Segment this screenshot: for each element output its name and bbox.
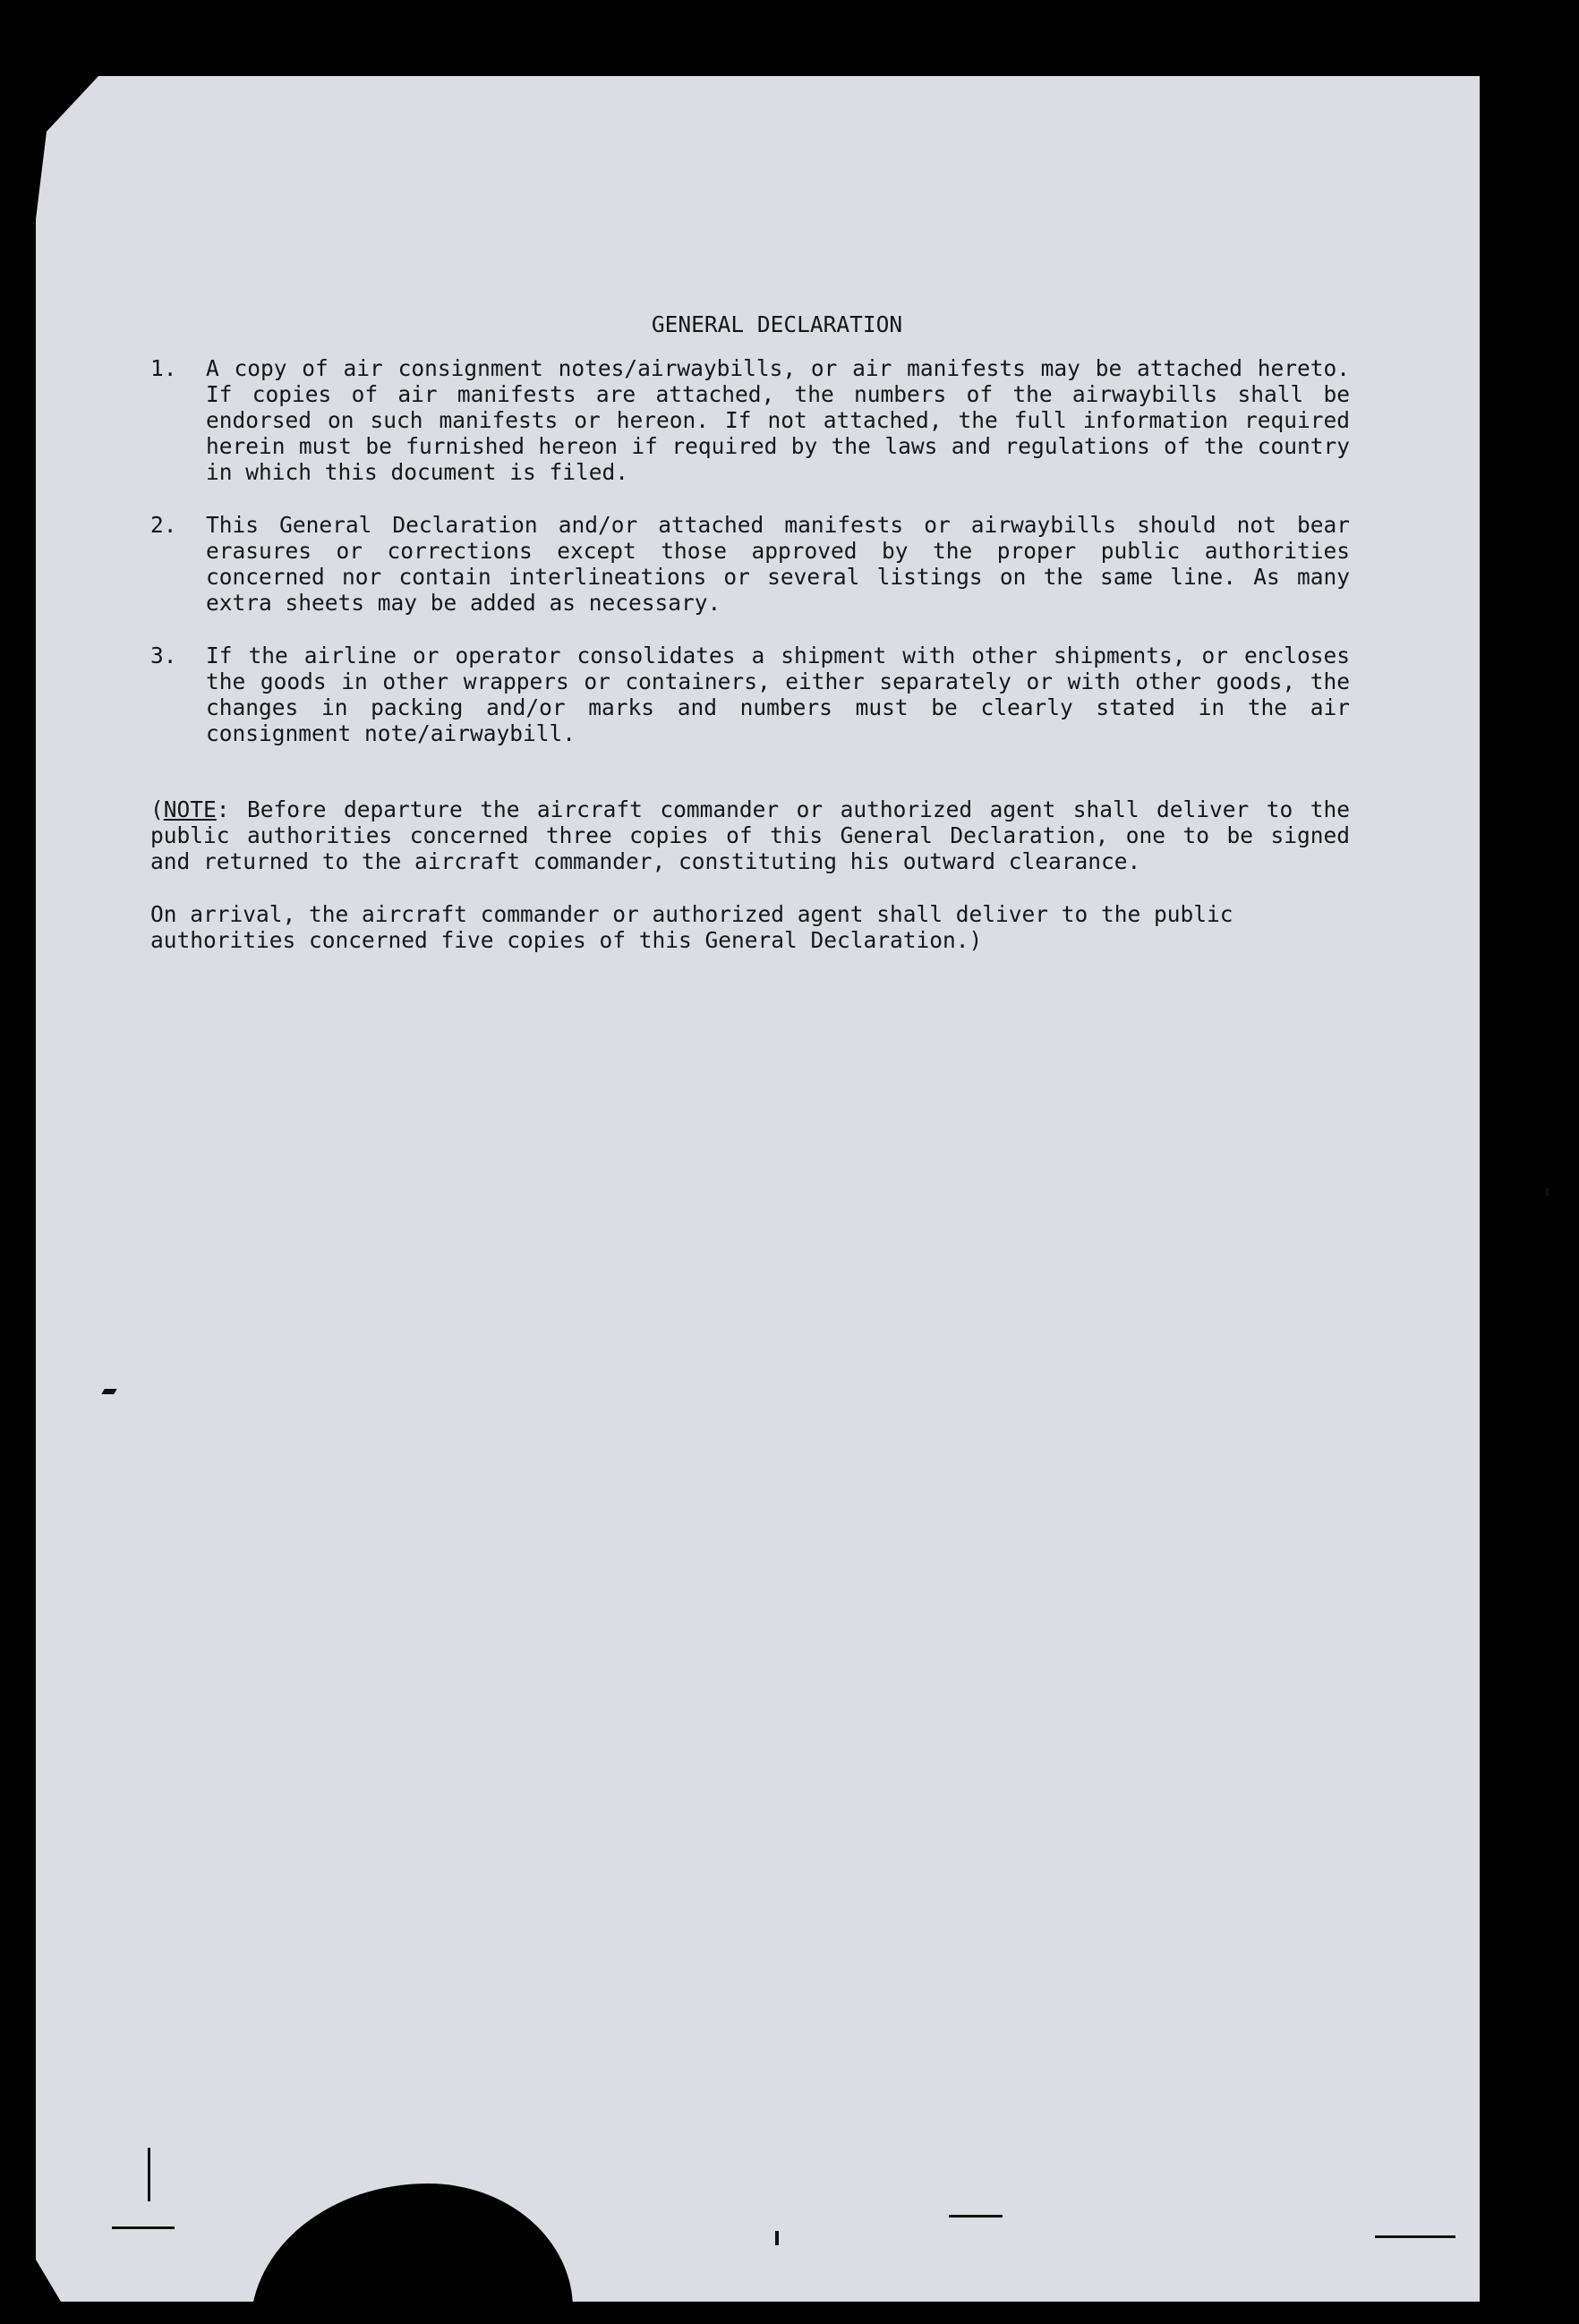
note-text: : Before departure the aircraft commander or authorized agent shall deliver to the public authorities concerned three copies of this General Declaration, one to be signed and returned to the aircraft commander, constituting his outward clearance. [150,796,1350,874]
list-item [150,512,1350,616]
note-open-paren: ( [150,796,164,822]
list-item [150,643,1350,746]
scan-speck [775,2231,779,2245]
item-text: A copy of air consignment notes/airwaybills, or air manifests may be attached hereto. If copies of air manifests are attached, the numbers of the airwaybills shall be endorsed on such manifests or hereon. If not attached, the full information required herein must be furnished hereon if required by the laws and regulations of the country in which this document is filed. [206,355,1350,485]
scan-speck [148,2148,150,2201]
scan-speck [1546,1188,1549,1196]
arrival-note: On arrival, the aircraft commander or authorized agent shall deliver to the public authorities concerned five copies of this General Declaration.) [150,901,1233,953]
item-number: 2. [150,512,177,538]
document-title: GENERAL DECLARATION [651,311,903,337]
list-item [150,355,1350,485]
departure-note [150,796,1350,874]
item-text: If the airline or operator consolidates a shipment with other shipments, or encloses the goods in other wrappers or containers, either separately or with other goods, the changes in packing and/or marks and numbers must be clearly stated in the air consignment note/airwaybill. [206,643,1350,746]
item-number: 1. [150,355,177,381]
scan-speck [949,2215,1003,2218]
scan-speck [112,2226,175,2229]
note-label: NOTE [163,796,217,822]
item-text: This General Declaration and/or attached manifests or airwaybills should not bear erasures or corrections except those approved by the proper public authorities concerned nor contain interlineations or several listings on the same line. As many extra sheets may be added as necessary. [206,512,1350,616]
declaration-text [150,311,1350,953]
item-number: 3. [150,643,177,668]
scan-speck [1375,2235,1455,2238]
